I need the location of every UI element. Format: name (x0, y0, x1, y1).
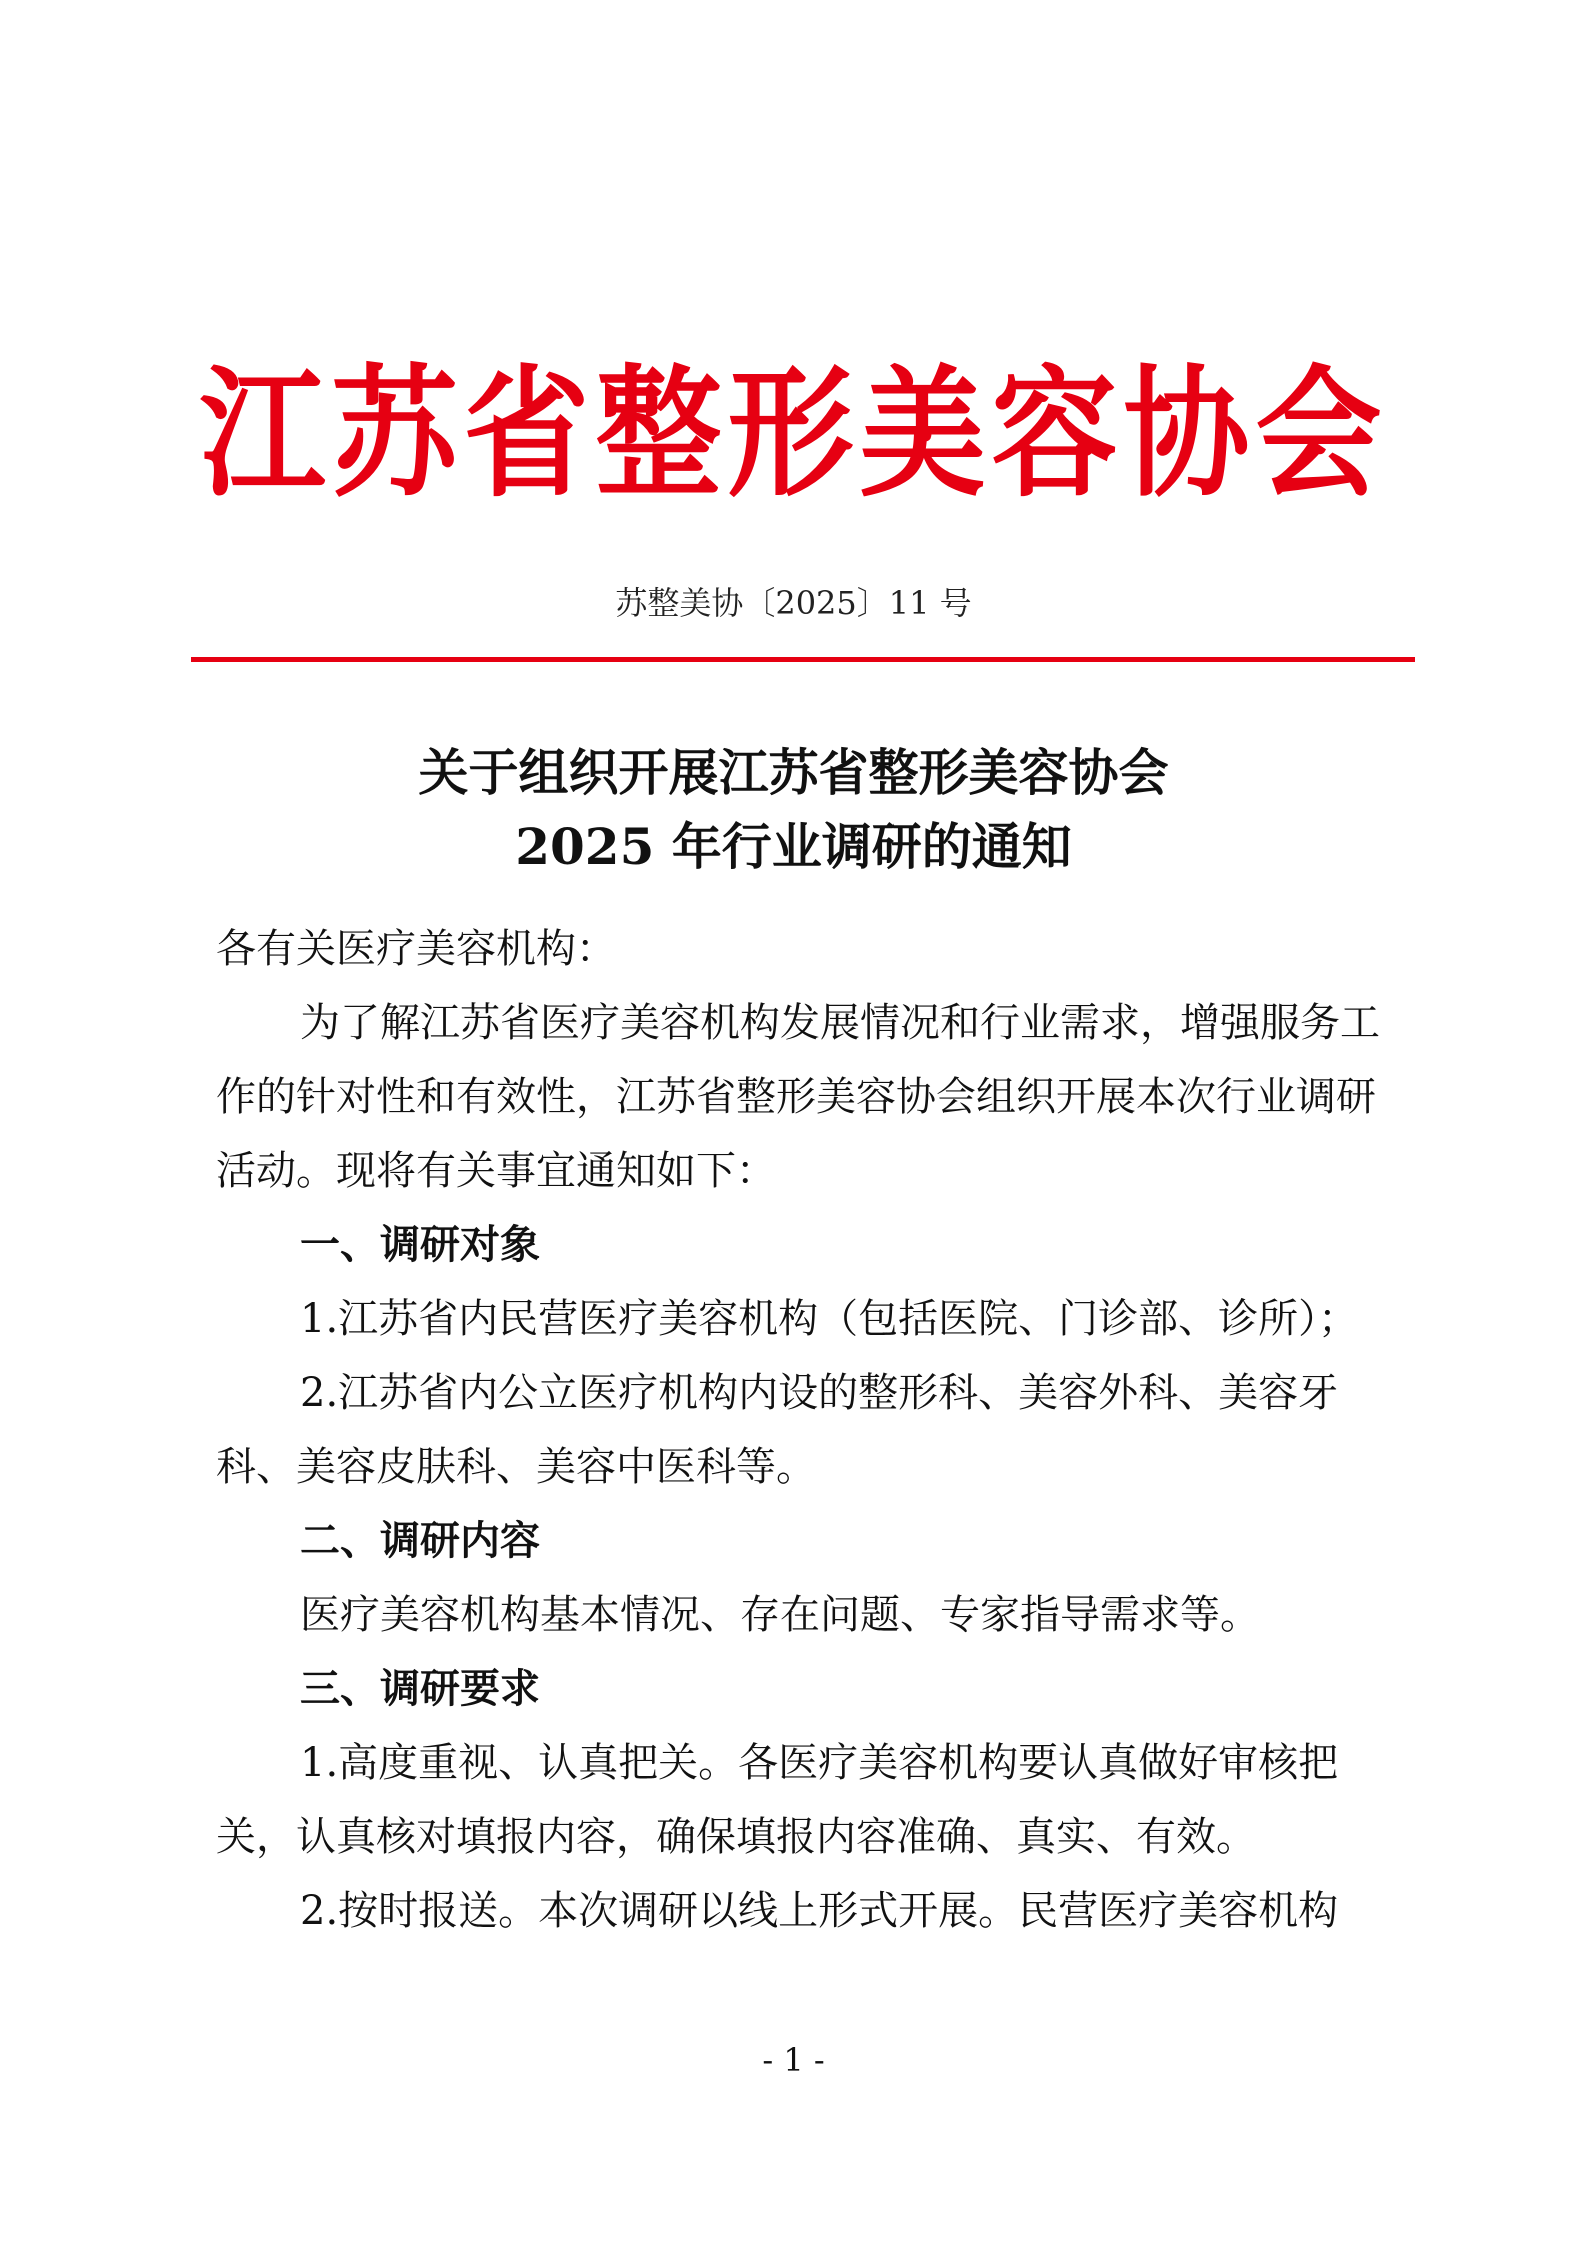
intro-paragraph: 为了解江苏省医疗美容机构发展情况和行业需求，增强服务工作的针对性和有效性，江苏省整形美容协会组织开展本次行业调研活动。现将有关事宜通知如下： (216, 1000, 1380, 1194)
section-3-item-1: 1.高度重视、认真把关。各医疗美容机构要认真做好审核把关，认真核对填报内容，确保填报内容准确、真实、有效。 (216, 1740, 1339, 1860)
notice-body (216, 912, 1396, 1948)
salutation: 各有关医疗美容机构： (216, 926, 616, 972)
section-2-content: 医疗美容机构基本情况、存在问题、专家指导需求等。 (300, 1592, 1260, 1638)
section-heading-2: 二、调研内容 (300, 1517, 540, 1564)
section-1-item-1: 1.江苏省内民营医疗美容机构（包括医院、门诊部、诊所）； (300, 1296, 1359, 1342)
document-number: 苏整美协〔2025〕11 号 (615, 584, 972, 622)
notice-title (0, 736, 1587, 884)
section-1-item-2: 2.江苏省内公立医疗机构内设的整形科、美容外科、美容牙科、美容皮肤科、美容中医科等。 (216, 1370, 1339, 1490)
notice-title-line-1: 关于组织开展江苏省整形美容协会 (418, 743, 1169, 802)
page-number: - 1 - (762, 2041, 825, 2079)
notice-title-line-2: 2025 年行业调研的通知 (515, 817, 1072, 876)
section-heading-3: 三、调研要求 (300, 1665, 540, 1712)
letterhead-title: 江苏省整形美容协会 (199, 351, 1388, 517)
section-heading-1: 一、调研对象 (300, 1221, 540, 1268)
section-3-item-2: 2.按时报送。本次调研以线上形式开展。民营医疗美容机构 (300, 1888, 1339, 1934)
red-divider-rule (191, 657, 1415, 662)
